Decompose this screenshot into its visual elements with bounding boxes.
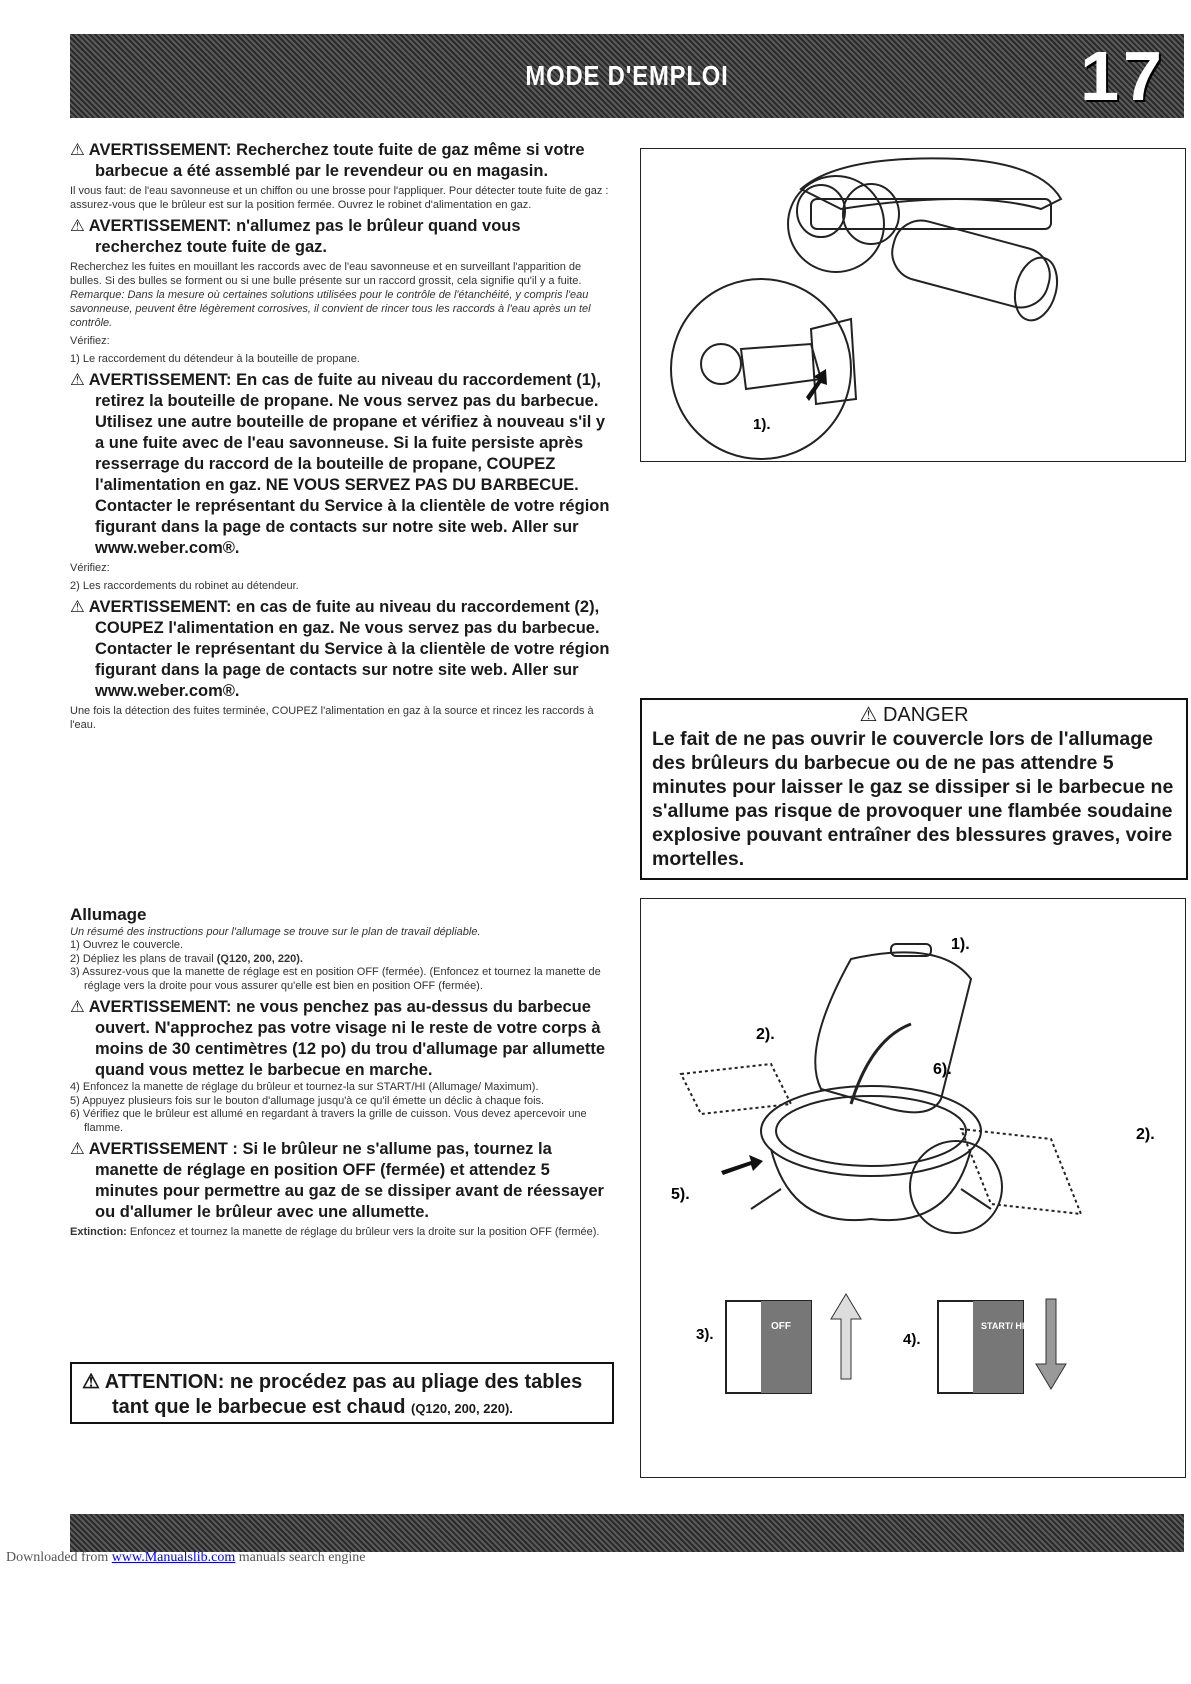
danger-title-text: DANGER: [882, 704, 969, 726]
check-item-2: 2) Les raccordements du robinet au détendeur.: [70, 580, 299, 592]
warning-icon: ⚠: [70, 1140, 85, 1158]
step-4: 4) Enfoncez la manette de réglage du brûleur et tournez-la sur START/HI (Allumage/ Maximum).: [70, 1081, 539, 1093]
warning-5: [70, 997, 610, 1081]
danger-title: [642, 702, 1186, 727]
danger-body: Le fait de ne pas ouvrir le couvercle lors de l'allumage des brûleurs du barbecue ou de ne pas attendre 5 minutes pour laisser le gaz se dissiper si le barbecue ne s'allume pas risque de provoquer une flambée soudaine explosive pouvant entraîner des blessures graves, voire mortelles.: [652, 728, 1174, 870]
grill-leak-illustration: [641, 149, 1185, 461]
step-2-models: (Q120, 200, 220).: [216, 952, 303, 965]
rotate-up-icon: [831, 1294, 861, 1379]
warning-6: [70, 1139, 610, 1223]
warning-4-text: AVERTISSEMENT: en cas de fuite au niveau du raccordement (2), COUPEZ l'alimentation en gaz. Ne vous servez pas du barbecue. Contacter le représentant du Service à la clientèle de votre région figurant dans la page de contacts sur notre site web. Aller sur www.weber.com®.: [88, 598, 610, 700]
figure-lighting: [640, 898, 1186, 1478]
warning-icon: ⚠: [859, 704, 878, 726]
arrow-icon: [721, 1155, 763, 1175]
warning-icon: ⚠: [70, 217, 85, 235]
warning-2: [70, 216, 610, 258]
warning-3-text: AVERTISSEMENT: En cas de fuite au niveau du raccordement (1), retirez la bouteille de propane. Ne vous servez pas du barbecue. Utilisez une autre bouteille de propane et vérifiez à nouveau s'il y a une fuite avec de l'eau savonneuse. Si la fuite persiste après resserrage du raccord de la bouteille de propane, COUPEZ l'alimentation en gaz. NE VOUS SERVEZ PAS DU BARBECUE. Contacter le représentant du Service à la clientèle de votre région figurant dans la page de contacts sur notre site web. Aller sur www.weber.com®.: [88, 371, 610, 557]
grill-lighting-illustration: [641, 899, 1185, 1477]
attention-text: [72, 1364, 612, 1421]
warning-icon: ⚠: [70, 598, 85, 616]
warning-2-text: AVERTISSEMENT: n'allumez pas le brûleur quand vous recherchez toute fuite de gaz.: [88, 217, 521, 256]
warning-1-body: Il vous faut: de l'eau savonneuse et un chiffon ou une brosse pour l'appliquer. Pour détecter toute fuite de gaz : assurez-vous que le brûleur est sur la position fermée. Ouvrez le robinet d'alimentation en gaz.: [70, 185, 609, 211]
page-header: [70, 34, 1184, 118]
knob-off-diagram: [696, 1294, 861, 1393]
danger-box: [640, 698, 1188, 880]
manualslib-link[interactable]: www.Manualslib.com: [111, 1550, 236, 1565]
label-5: 5).: [671, 1186, 690, 1203]
extinction-label: Extinction:: [70, 1226, 127, 1238]
attention-box: [70, 1362, 614, 1424]
allumage-heading: Allumage: [70, 905, 147, 924]
download-prefix: Downloaded from: [6, 1550, 112, 1565]
label-2b: 2).: [1136, 1126, 1155, 1143]
warning-icon: ⚠: [70, 141, 85, 159]
allumage-intro: Un résumé des instructions pour l'allumage se trouve sur le plan de travail dépliable.: [70, 926, 481, 938]
page-number: 17: [1080, 37, 1166, 115]
footer-bar: [70, 1514, 1184, 1552]
warning-2-body: [70, 260, 610, 330]
remark-text: Remarque: Dans la mesure où certaines solutions utilisées pour le contrôle de l'étanchéité, y compris l'eau savonneuse, peuvent être légèrement corrosives, il convient de rincer tous les raccords à l'eau après un tel contrôle.: [70, 289, 591, 329]
label-6: 6).: [933, 1061, 952, 1078]
warning-icon: ⚠: [82, 1371, 100, 1393]
warning-icon: ⚠: [70, 371, 85, 389]
warning-2-body-text: Recherchez les fuites en mouillant les raccords avec de l'eau savonneuse et en surveillant l'apparition de bulles. Si des bulles se forment ou si une bulle présente sur un raccord grossit, cela signifie qu'il y a fuite.: [70, 261, 582, 287]
step-1: 1) Ouvrez le couvercle.: [70, 939, 184, 951]
label-4: 4).: [903, 1331, 921, 1348]
warning-4-body: Une fois la détection des fuites terminée, COUPEZ l'alimentation en gaz à la source et rincez les raccords à l'eau.: [70, 705, 594, 731]
figure-label-1: 1).: [753, 416, 771, 433]
label-2a: 2).: [756, 1026, 775, 1043]
verify-label-1: Vérifiez:: [70, 335, 110, 347]
attention-message: ATTENTION: ne procédez pas au pliage des tables tant que le barbecue est chaud: [104, 1371, 583, 1418]
label-1: 1).: [951, 936, 970, 953]
extinction: [70, 1225, 610, 1239]
warning-1: [70, 140, 610, 182]
knob-start-diagram: [903, 1299, 1066, 1393]
label-3: 3).: [696, 1326, 714, 1343]
warning-icon: ⚠: [70, 998, 85, 1016]
step-6: 6) Vérifiez que le brûleur est allumé en regardant à travers la grille de cuisson. Vous devez apercevoir une flamme.: [70, 1108, 587, 1134]
knob-off-label: OFF: [771, 1321, 791, 1332]
download-suffix: manuals search engine: [235, 1550, 366, 1565]
step-2: [70, 953, 610, 967]
step-3: 3) Assurez-vous que la manette de réglage est en position OFF (fermée). (Enfoncez et tournez la manette de réglage vers la droite pour vous assurer qu'elle est bien en position OFF (fermée).: [70, 966, 601, 992]
warning-4: [70, 597, 610, 702]
warning-5-text: AVERTISSEMENT: ne vous penchez pas au-dessus du barbecue ouvert. N'approchez pas votre visage ni le reste de votre corps à moins de 30 centimètres (12 po) du trou d'allumage par allumette quand vous mettez le barbecue en marche.: [88, 998, 606, 1079]
download-notice: [6, 1550, 366, 1566]
step-2-text: 2) Dépliez les plans de travail: [70, 952, 214, 965]
figure-leak-check: [640, 148, 1186, 462]
lighting-section: [70, 905, 610, 1243]
warning-3: [70, 370, 610, 559]
knob-start-label: START/ HI: [981, 1321, 1025, 1331]
arrow-icon: [806, 369, 827, 401]
warning-1-text: AVERTISSEMENT: Recherchez toute fuite de gaz même si votre barbecue a été assemblé par le revendeur ou en magasin.: [88, 141, 585, 180]
leak-check-section: [70, 140, 610, 736]
attention-models: (Q120, 200, 220).: [410, 1401, 513, 1416]
check-item-1: 1) Le raccordement du détendeur à la bouteille de propane.: [70, 353, 360, 365]
page-title: MODE D'EMPLOI: [525, 60, 729, 91]
warning-6-text: AVERTISSEMENT : Si le brûleur ne s'allume pas, tournez la manette de réglage en position OFF (fermée) et attendez 5 minutes pour permettre au gaz de se dissiper avant de réessayer ou d'allumer le brûleur avec une allumette.: [88, 1140, 604, 1221]
verify-label-2: Vérifiez:: [70, 562, 110, 574]
rotate-down-icon: [1036, 1299, 1066, 1389]
extinction-text: Enfoncez et tournez la manette de réglage du brûleur vers la droite sur la position OFF (fermée).: [129, 1226, 600, 1238]
step-5: 5) Appuyez plusieurs fois sur le bouton d'allumage jusqu'à ce qu'il émette un déclic à chaque fois.: [70, 1094, 545, 1107]
